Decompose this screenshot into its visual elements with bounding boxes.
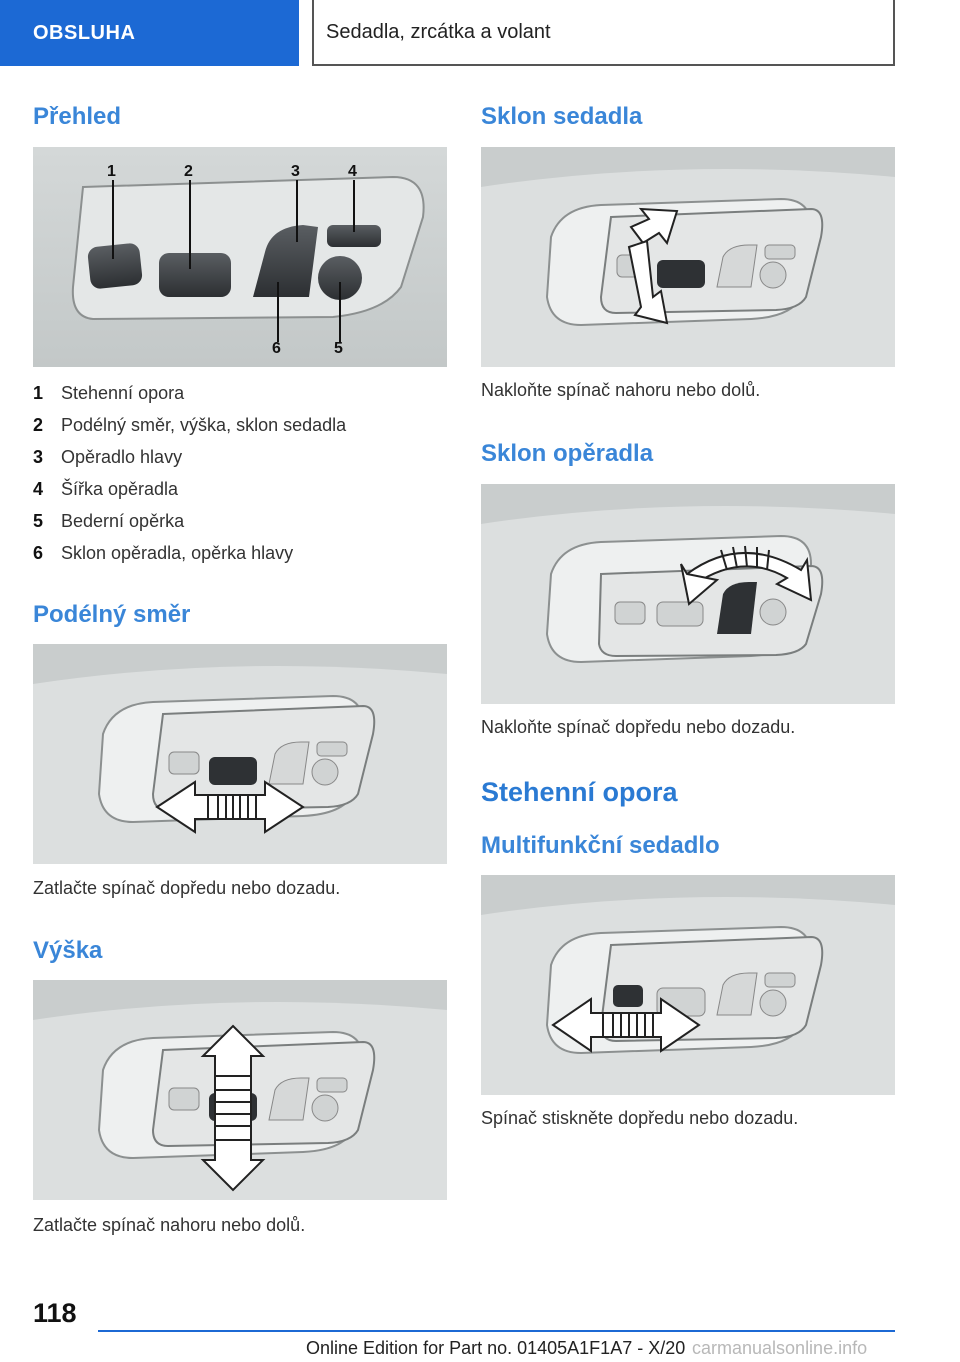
overview-heading: Přehled (33, 103, 122, 130)
legend-item (33, 377, 447, 409)
legend-list (33, 377, 447, 569)
longitudinal-heading: Podélný směr (33, 601, 191, 628)
multifunction-caption: Spínač stiskněte dopředu nebo dozadu. (481, 1108, 799, 1128)
legend-number: 3 (33, 446, 44, 467)
backrest-tilt-caption: Nakloňte spínač dopředu nebo dozadu. (481, 717, 796, 737)
legend-number: 6 (33, 542, 44, 563)
legend-item (33, 441, 447, 473)
longitudinal-figure (33, 644, 447, 864)
legend-text: Podélný směr, výška, sklon sedadla (61, 414, 347, 435)
callout-4: 4 (348, 163, 357, 180)
legend-text: Bederní opěrka (61, 510, 185, 531)
seat-tilt-heading: Sklon sedadla (481, 103, 643, 130)
longitudinal-caption: Zatlačte spínač dopředu nebo dozadu. (33, 878, 341, 898)
callout-1: 1 (107, 163, 116, 180)
legend-text: Šířka opěradla (61, 478, 179, 499)
legend-text: Opěradlo hlavy (61, 446, 183, 467)
legend-text: Stehenní opora (61, 382, 185, 403)
height-caption: Zatlačte spínač nahoru nebo dolů. (33, 1215, 306, 1235)
legend-item (33, 409, 447, 441)
height-figure (33, 980, 447, 1200)
thigh-support-heading: Stehenní opora (481, 777, 678, 807)
legend-item (33, 537, 447, 569)
watermark-text: carmanualsonline.info (692, 1338, 868, 1358)
legend-number: 1 (33, 382, 44, 403)
multifunction-heading: Multifunkční sedadlo (481, 832, 720, 859)
edition-text: Online Edition for Part no. 01405A1F1A7 - X/20 (306, 1338, 686, 1358)
backrest-tilt-heading: Sklon opěradla (481, 440, 654, 467)
section-tab[interactable]: OBSLUHA (0, 0, 299, 66)
page-number: 118 (33, 1298, 77, 1328)
legend-item (33, 505, 447, 537)
seat-tilt-figure (481, 147, 895, 367)
legend-text: Sklon opěradla, opěrka hlavy (61, 542, 294, 563)
callout-5: 5 (334, 340, 343, 357)
backrest-tilt-figure (481, 484, 895, 704)
seat-tilt-caption: Nakloňte spínač nahoru nebo dolů. (481, 380, 761, 400)
overview-figure (33, 147, 447, 367)
callout-6: 6 (272, 340, 281, 357)
multifunction-figure (481, 875, 895, 1095)
legend-number: 5 (33, 510, 44, 531)
legend-item (33, 473, 447, 505)
callout-2: 2 (184, 163, 193, 180)
footer-divider (98, 1330, 895, 1332)
chapter-title: Sedadla, zrcátka a volant (312, 0, 895, 66)
legend-number: 2 (33, 414, 44, 435)
legend-number: 4 (33, 478, 44, 499)
height-heading: Výška (33, 937, 103, 964)
callout-3: 3 (291, 163, 300, 180)
